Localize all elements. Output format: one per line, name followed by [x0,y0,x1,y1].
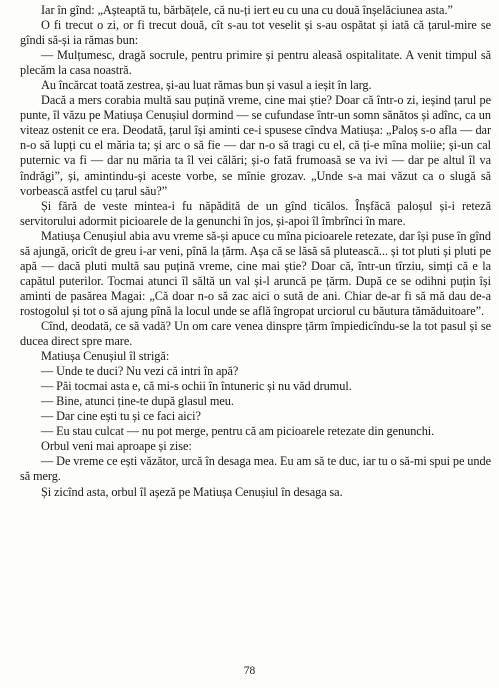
dialogue-line: — Unde te duci? Nu vezi că intri în apă? [41,364,239,379]
dialogue-line: — De vreme ce ești văzător, urcă în desaga mea. Eu am să te duc, iar tu o să-mi spui pe unde să merg. [20,454,491,484]
paragraph: — Mulțumesc, dragă socrule, pentru primire și pentru aleasă ospitalitate. A venit timpul să plecăm la casa noastră. [20,48,491,78]
paragraph: Iar în gînd: „Așteaptă tu, bărbățele, că nu-ți iert eu cu una cu două înșelăciunea asta.” [41,3,453,17]
dialogue-line: — Dar cine ești tu și ce faci aici? [41,409,201,424]
paragraph: Matiușa Cenușiul îl strigă: [41,349,170,364]
paragraph: Și zicînd asta, orbul îl așeză pe Matiușa Cenușiul în desaga sa. [41,484,343,499]
page-text [20,3,491,500]
paragraph: Și fără de veste mintea-i fu năpădită de un gînd ticălos. Înșfăcă paloșul și-i reteză servitorului adormit picioarele de la genunchi în jos, și-apoi îl îmbrînci în mare. [20,198,491,228]
paragraph: Matiușa Cenușiul abia avu vreme să-și apuce cu mîna picioarele retezate, dar își puse în gînd să ajungă, oricît de greu i-ar veni, pînă la țărm. Așa că se lăsă să plutească... și tot pluti și pluti pe apă — dacă pluti multă sau puțină vreme, cine mai știe? Doar că, într-un tîrziu, simți că e la capătul puterilor. Tocmai atunci îl săltă un val și-l aruncă pe țărm. După ce se odihni puțin își aminti de pasărea Magai: „Că doar n-o să zac aici o sută de ani. Chiar de-ar fi să mă dau de-a rostogolul și tot o să ajung pînă la locul unde se află îngropat urciorul cu băutura tămăduitoare”. [20,228,491,318]
dialogue-line: — Păi tocmai asta e, că mi-s ochii în întuneric și nu văd drumul. [41,379,352,394]
paragraph: Orbul veni mai aproape și zise: [41,439,192,454]
paragraph: O fi trecut o zi, or fi trecut două, cît s-au tot veselit și s-au ospătat și iată că țarul-mire se gîndi să-și ia rămas bun: [20,18,491,48]
dialogue-line: — Bine, atunci ține-te după glasul meu. [41,394,234,409]
dialogue-line: — Eu stau culcat — nu pot merge, pentru că am picioarele retezate din genunchi. [41,424,435,439]
page-number: 78 [243,665,256,677]
paragraph: Dacă a mers corabia multă sau puțină vreme, cine mai știe? Doar că într-o zi, ieșind țarul pe punte, îl văzu pe Matiușa Cenușiul dormind — se cufundase într-un somn sănătos și adînc, ca un viteaz ostenit ce era. Deodată, țarul își aminti ce-i spusese cîndva Matiușa: „Paloș s-o afla — dar n-o să lupți cu el măria ta; și arc o să fie — dar n-o să tragi cu el, că ți-e mîna moliie; și-un cal puternic va fi — dar nu măria ta îl vei călări; și-o fată frumoasă se va ivi — dar pe altul îl va îndrăgi”, și, amintindu-și aceste vorbe, se mînie grozav. „Unde s-a mai văzut ca o slugă să vorbească astfel cu țarul său?” [20,93,491,198]
paragraph: Cînd, deodată, ce să vadă? Un om care venea dinspre țărm împiedicîndu-se la tot pasul și se ducea direct spre mare. [20,318,491,349]
paragraph: Au încărcat toată zestrea, și-au luat rămas bun și vasul a ieșit în larg. [41,78,372,93]
